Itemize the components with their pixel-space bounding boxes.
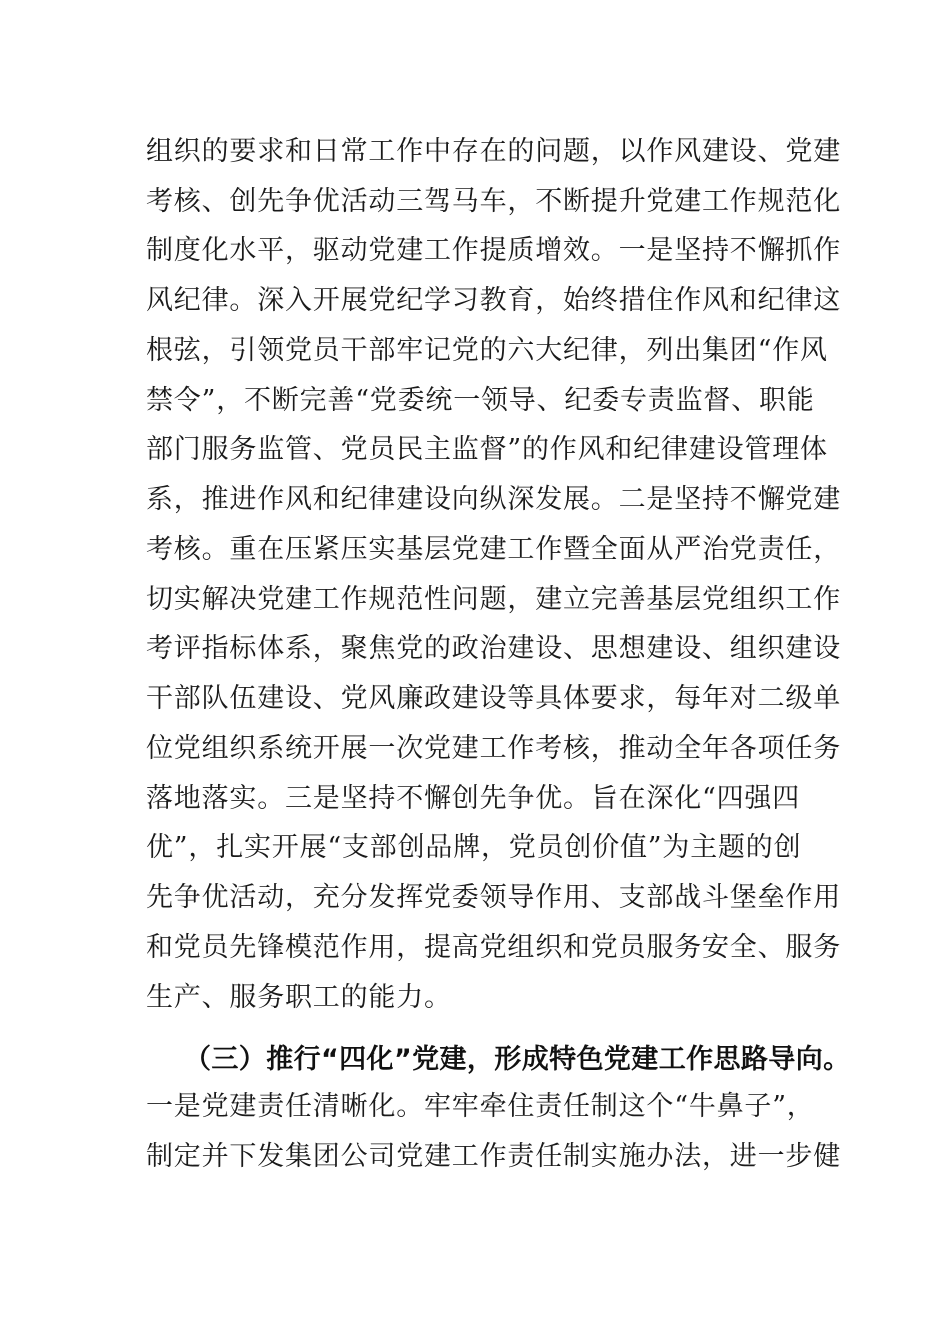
text-line: 组织的要求和日常工作中存在的问题，以作风建设、党建 — [146, 136, 841, 167]
text-line: 系，推进作风和纪律建设向纵深发展。二是坚持不懈党建 — [146, 484, 841, 515]
text-line: 优”，扎实开展“支部创品牌，党员创价值”为主题的创 — [146, 832, 802, 863]
text-line: 考评指标体系，聚焦党的政治建设、思想建设、组织建设 — [146, 633, 841, 664]
text-line: 制度化水平，驱动党建工作提质增效。一是坚持不懈抓作 — [146, 235, 841, 266]
text-line: 制定并下发集团公司党建工作责任制实施办法，进一步健 — [146, 1141, 841, 1172]
text-line: 禁令”，不断完善“党委统一领导、纪委专责监督、职能 — [146, 385, 815, 416]
text-line: 干部队伍建设、党风廉政建设等具体要求，每年对二级单 — [146, 683, 841, 714]
text-line: 风纪律。深入开展党纪学习教育，始终措住作风和纪律这 — [146, 285, 841, 316]
text-line: 考核、创先争优活动三驾马车，不断提升党建工作规范化 — [146, 186, 841, 217]
text-line: 根弦，引领党员干部牢记党的六大纪律，列出集团“作风 — [146, 335, 828, 366]
text-line: 生产、服务职工的能力。 — [146, 982, 452, 1013]
text-line: 先争优活动，充分发挥党委领导作用、支部战斗堡垒作用 — [146, 882, 841, 913]
text-line: 落地落实。三是坚持不懈创先争优。旨在深化“四强四 — [146, 783, 801, 814]
text-line: 部门服务监管、党员民主监督”的作风和纪律建设管理体 — [146, 434, 828, 465]
section-heading: （三）推行“四化”党建，形成特色党建工作思路导向。 — [184, 1044, 851, 1075]
text-line: 考核。重在压紧压实基层党建工作暨全面从严治党责任， — [146, 534, 841, 565]
text-line: 一是党建责任清晰化。牢牢牵住责任制这个“牛鼻子”， — [146, 1091, 815, 1122]
text-line: 位党组织系统开展一次党建工作考核，推动全年各项任务 — [146, 733, 841, 764]
text-line: 和党员先锋模范作用，提高党组织和党员服务安全、服务 — [146, 932, 841, 963]
text-line: 切实解决党建工作规范性问题，建立完善基层党组织工作 — [146, 584, 841, 615]
